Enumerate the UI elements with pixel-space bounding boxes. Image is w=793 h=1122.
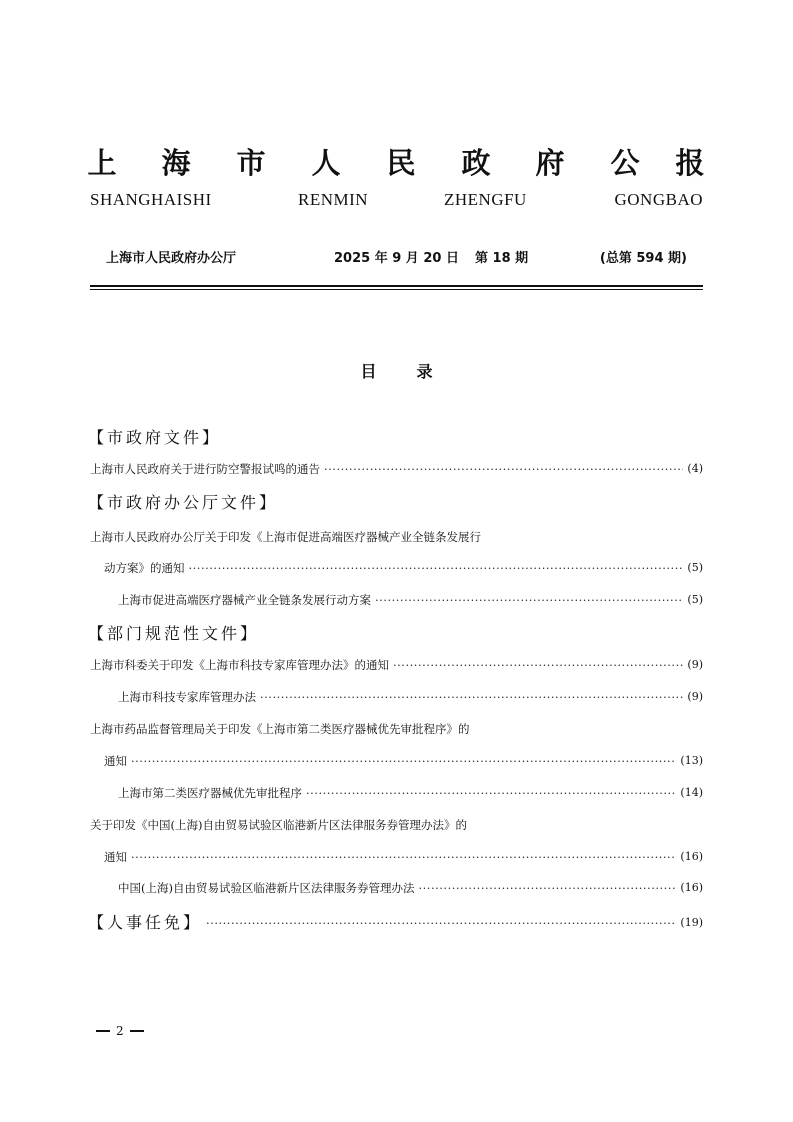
masthead-char: 府 [535,146,565,180]
toc-entry-page: (5) [687,561,703,574]
toc-leader-dots [324,460,683,478]
toc-entry-title: 上海市科技专家库管理办法 [118,690,256,704]
toc-entry-page: (16) [680,850,703,863]
toc-entry[interactable] [118,879,703,897]
footer-dash-right [130,1030,144,1032]
toc-entry-page: (9) [687,658,703,671]
toc-entry-title-line1[interactable]: 关于印发《中国(上海)自由贸易试验区临港新片区法律服务券管理办法》的 [90,818,467,832]
issue-total: (总第 594 期) [599,251,687,266]
toc-leader-dots [260,688,683,706]
toc-entry-title: 动方案》的通知 [104,561,185,575]
toc-leader-dots [393,656,683,674]
masthead-char: 海 [161,146,191,180]
toc-section-department-docs: 【部门规范性文件】 [88,624,260,643]
toc-leader-dots [131,848,676,866]
pinyin-word: SHANGHAISHI [90,190,212,209]
footer-dash-left [96,1030,110,1032]
masthead-char: 政 [461,146,491,180]
issue-date: 2025 年 9 月 20 日 [334,251,459,266]
toc-entry-title: 上海市第二类医疗器械优先审批程序 [118,786,302,800]
toc-entry-page: (5) [687,593,703,606]
toc-entry[interactable] [104,848,703,866]
toc-section-personnel[interactable] [88,912,703,934]
header-rule-thick [90,285,703,287]
toc-entry-title: 上海市科委关于印发《上海市科技专家库管理办法》的通知 [90,658,389,672]
masthead-pinyin [90,190,703,212]
toc-section-municipal-docs: 【市政府文件】 [88,428,222,447]
toc-entry-title: 通知 [104,850,127,864]
masthead-char: 报 [675,146,705,180]
toc-title: 目录 [360,362,473,381]
toc-entry-title-line1[interactable]: 上海市人民政府办公厅关于印发《上海市促进高端医疗器械产业全链条发展行 [90,530,481,544]
issue-meta [90,250,703,270]
toc-entry-title: 中国(上海)自由贸易试验区临港新片区法律服务券管理办法 [118,881,415,895]
toc-entry[interactable] [104,559,703,577]
masthead-char: 公 [610,146,640,180]
masthead-char: 人 [311,146,341,180]
toc-section-title: 【人事任免】 [88,913,203,932]
masthead-char: 上 [87,146,117,180]
issue-number: 第 18 期 [475,251,529,266]
toc-entry[interactable] [90,460,703,478]
toc-entry-page: (13) [680,754,703,767]
masthead-char: 民 [386,146,416,180]
toc-entry-title: 通知 [104,754,127,768]
toc-entry[interactable] [118,688,703,706]
toc-entry-page: (19) [680,916,703,929]
toc-entry[interactable] [90,656,703,674]
toc-entry[interactable] [118,591,703,609]
page-number: 2 [116,1024,124,1038]
toc-leader-dots [306,784,676,802]
pinyin-word: GONGBAO [614,190,703,209]
toc-leader-dots [189,559,684,577]
toc-entry-title-line1[interactable]: 上海市药品监督管理局关于印发《上海市第二类医疗器械优先审批程序》的 [90,722,470,736]
toc-entry-page: (4) [687,462,703,475]
masthead-char: 市 [236,146,266,180]
toc-entry-page: (14) [680,786,703,799]
toc-leader-dots [131,752,676,770]
pinyin-word: RENMIN [298,190,369,209]
toc-entry-title: 上海市人民政府关于进行防空警报试鸣的通告 [90,462,320,476]
toc-leader-dots [206,914,676,932]
toc-entry[interactable] [104,752,703,770]
toc-leader-dots [418,879,676,897]
toc-entry[interactable] [118,784,703,802]
header-rule-thin [90,289,703,290]
issuer: 上海市人民政府办公厅 [106,251,237,266]
page-footer [90,1022,150,1040]
pinyin-word: ZHENGFU [444,190,527,209]
toc-entry-title: 上海市促进高端医疗器械产业全链条发展行动方案 [118,593,371,607]
toc-entry-page: (16) [680,881,703,894]
toc-leader-dots [375,591,683,609]
toc-section-office-docs: 【市政府办公厅文件】 [88,493,279,512]
masthead-title [87,145,705,185]
toc-entry-page: (9) [687,690,703,703]
